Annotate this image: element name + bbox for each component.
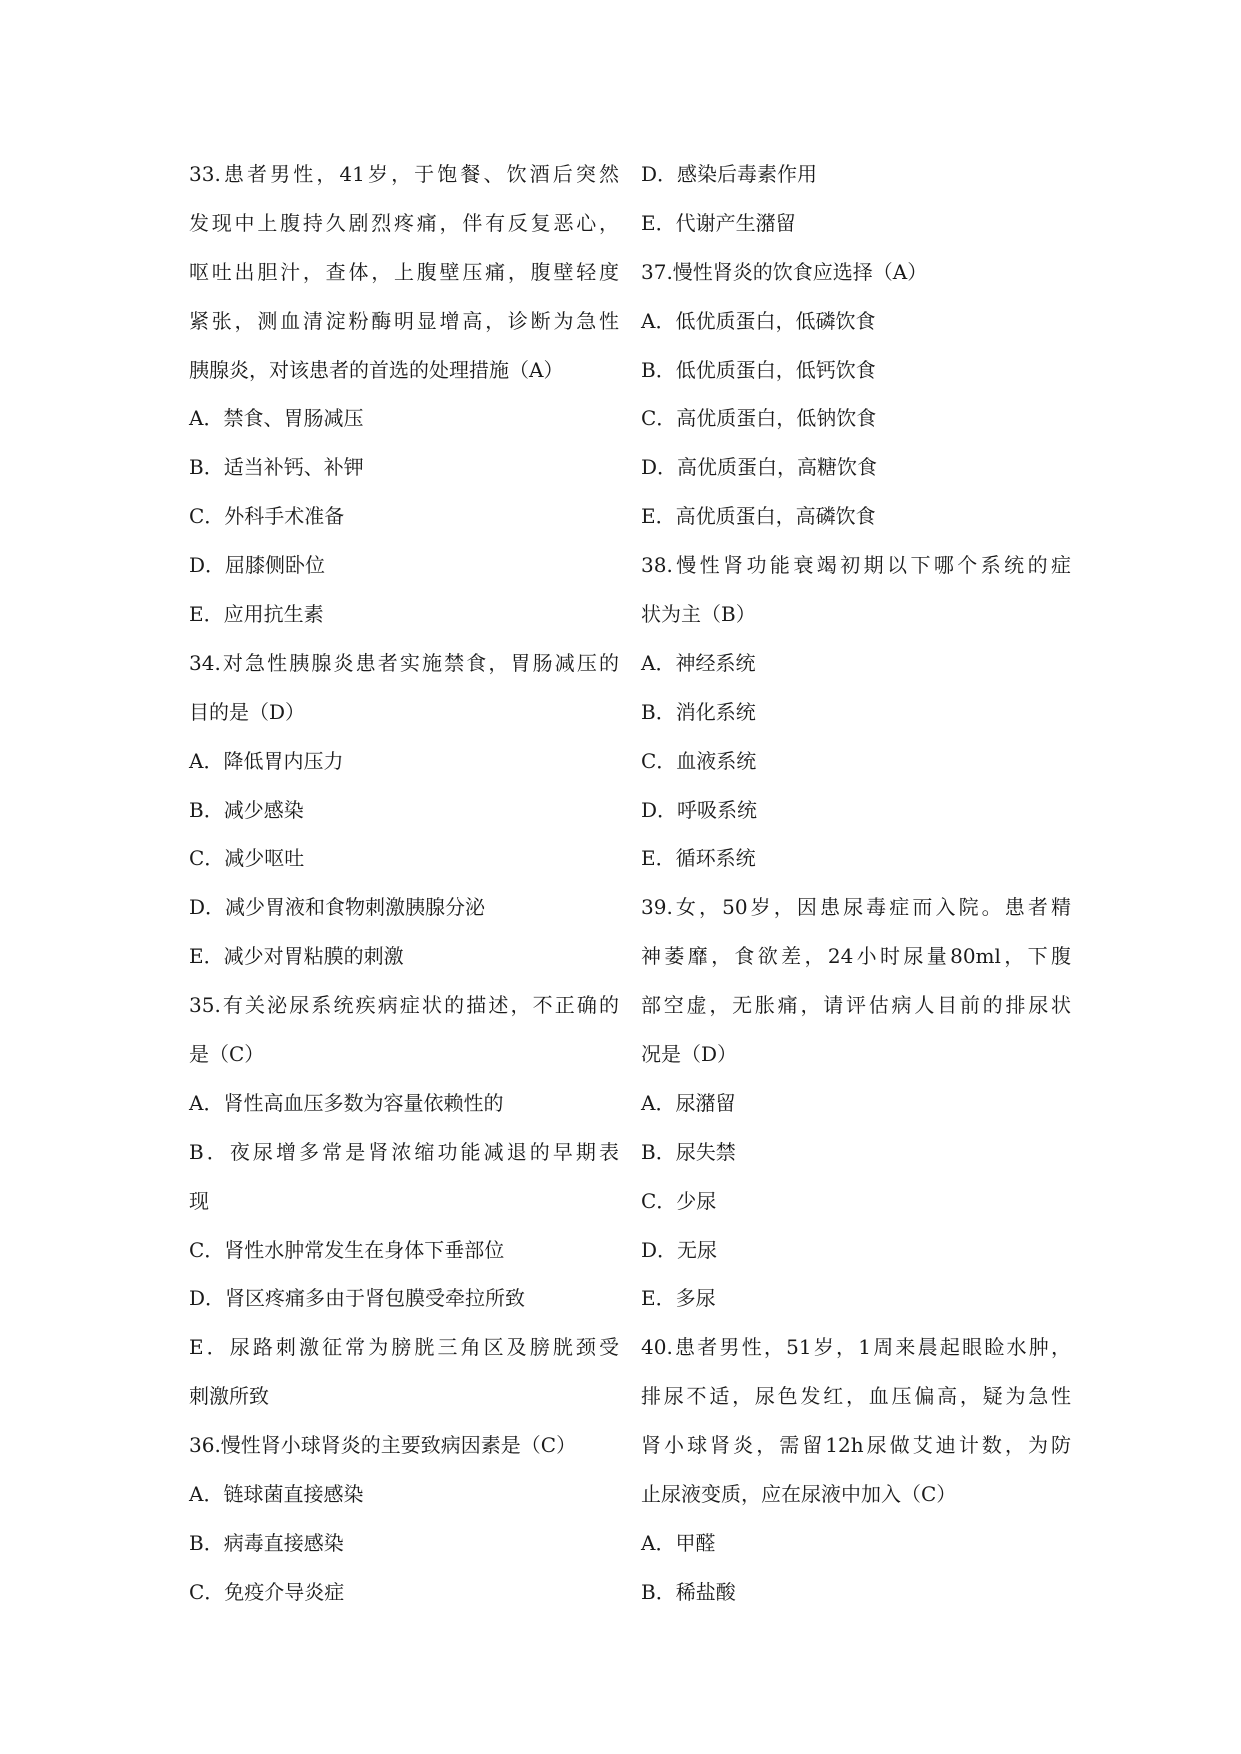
question-39-option-b: B．尿失禁 (641, 1139, 736, 1164)
question-39-option-e: E．多尿 (641, 1286, 716, 1311)
question-40-line-1: 40.患者男性，51岁，1周来晨起眼睑水肿， (641, 1335, 1071, 1360)
question-34-option-e: E．减少对胃粘膜的刺激 (189, 944, 404, 969)
question-39-line-1: 39.女，50岁，因患尿毒症而入院。患者精 (641, 895, 1071, 920)
question-38-option-e: E．循环系统 (641, 846, 756, 871)
question-39-option-c: C．少尿 (641, 1188, 717, 1213)
question-35-option-d: D．肾区疼痛多由于肾包膜受牵拉所致 (189, 1286, 526, 1311)
question-33-line-2: 发现中上腹持久剧烈疼痛，伴有反复恶心， (189, 210, 619, 235)
question-36-option-d: D．感染后毒素作用 (641, 162, 818, 186)
question-38-line-1: 38.慢性肾功能衰竭初期以下哪个系统的症 (641, 553, 1071, 578)
question-35-line-1: 35.有关泌尿系统疾病症状的描述，不正确的 (189, 993, 619, 1018)
question-34-option-c: C．减少呕吐 (189, 846, 305, 871)
question-33-option-a: A．禁食、胃肠减压 (189, 406, 364, 431)
right-column (641, 150, 1071, 1617)
question-34-line-1: 34.对急性胰腺炎患者实施禁食，胃肠减压的 (189, 650, 619, 675)
question-33-line-1: 33.患者男性，41岁，于饱餐、饮酒后突然 (189, 162, 619, 186)
question-35-line-2: 是（C） (189, 1042, 265, 1067)
question-39-line-2: 神萎靡，食欲差，24小时尿量80ml，下腹 (641, 944, 1071, 969)
question-37-option-e: E．高优质蛋白，高磷饮食 (641, 504, 876, 529)
question-35-option-e-line-2: 刺激所致 (189, 1384, 269, 1409)
question-33-option-d: D．屈膝侧卧位 (189, 553, 326, 578)
question-36-option-e: E．代谢产生潴留 (641, 210, 796, 235)
question-33-option-b: B．适当补钙、补钾 (189, 455, 364, 480)
question-40-option-b: B．稀盐酸 (641, 1579, 736, 1604)
question-33-option-e: E．应用抗生素 (189, 602, 324, 627)
question-35-option-b-line-2: 现 (189, 1188, 209, 1213)
question-39-line-4: 况是（D） (641, 1042, 738, 1067)
question-36-option-b: B．病毒直接感染 (189, 1530, 344, 1555)
question-39-line-3: 部空虚，无胀痛，请评估病人目前的排尿状 (641, 993, 1071, 1018)
question-35-option-c: C．肾性水肿常发生在身体下垂部位 (189, 1237, 505, 1262)
question-35-option-e-line-1: E．尿路刺激征常为膀胱三角区及膀胱颈受 (189, 1335, 619, 1360)
question-34-option-b: B．减少感染 (189, 797, 304, 822)
question-33-line-3: 呕吐出胆汁，查体，上腹壁压痛，腹壁轻度 (189, 259, 619, 284)
question-33-option-c: C．外科手术准备 (189, 504, 345, 529)
question-40-line-3: 肾小球肾炎，需留12h尿做艾迪计数，为防 (641, 1433, 1071, 1458)
question-39-option-a: A．尿潴留 (641, 1090, 736, 1115)
question-37-stem: 37.慢性肾炎的饮食应选择（A） (641, 259, 928, 284)
question-40-option-a: A．甲醛 (641, 1530, 716, 1555)
question-38-option-a: A．神经系统 (641, 650, 756, 675)
question-38-option-d: D．呼吸系统 (641, 797, 758, 822)
question-37-option-d: D．高优质蛋白，高糖饮食 (641, 455, 878, 480)
question-36-option-c: C．免疫介导炎症 (189, 1579, 345, 1604)
question-40-line-4: 止尿液变质，应在尿液中加入（C） (641, 1482, 957, 1507)
question-38-option-b: B．消化系统 (641, 699, 756, 724)
question-37-option-a: A．低优质蛋白，低磷饮食 (641, 308, 876, 333)
left-column (189, 150, 619, 1617)
question-40-line-2: 排尿不适，尿色发红，血压偏高，疑为急性 (641, 1384, 1071, 1409)
question-35-option-a: A．肾性高血压多数为容量依赖性的 (189, 1090, 504, 1115)
question-37-option-c: C．高优质蛋白，低钠饮食 (641, 406, 877, 431)
question-34-option-d: D．减少胃液和食物刺激胰腺分泌 (189, 895, 486, 920)
question-37-option-b: B．低优质蛋白，低钙饮食 (641, 357, 876, 382)
question-33-line-5: 胰腺炎，对该患者的首选的处理措施（A） (189, 357, 564, 382)
question-39-option-d: D．无尿 (641, 1237, 718, 1262)
question-38-line-2: 状为主（B） (641, 602, 756, 627)
question-36-stem: 36.慢性肾小球肾炎的主要致病因素是（C） (189, 1433, 577, 1458)
question-34-line-2: 目的是（D） (189, 699, 306, 724)
question-36-option-a: A．链球菌直接感染 (189, 1482, 364, 1507)
question-34-option-a: A．降低胃内压力 (189, 748, 344, 773)
question-35-option-b-line-1: B．夜尿增多常是肾浓缩功能减退的早期表 (189, 1139, 619, 1164)
question-33-line-4: 紧张，测血清淀粉酶明显增高，诊断为急性 (189, 308, 619, 333)
question-38-option-c: C．血液系统 (641, 748, 757, 773)
